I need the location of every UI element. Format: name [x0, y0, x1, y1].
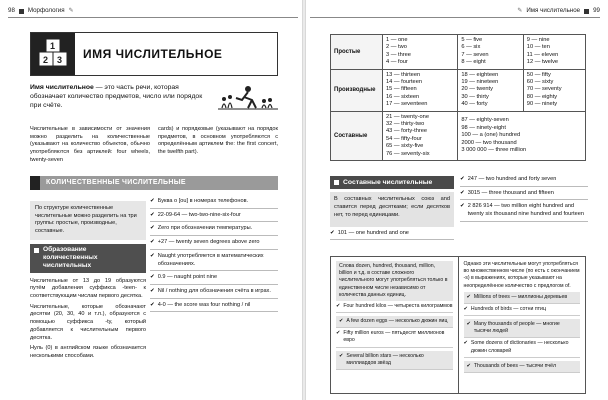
- number-entry: 6 — six: [461, 44, 481, 51]
- formation-zero-text: Нуль (0) в английском языке обозначается несколькими способами.: [30, 345, 146, 360]
- compound-section-title-text: Составные числительные: [343, 179, 433, 186]
- chapter-title: ИМЯ ЧИСЛИТЕЛЬНОЕ: [83, 46, 223, 61]
- plural-rule: Однако эти числительные могут употребляться во множественном числе (по есть с окончанием -s) в выражениях, которые указывают на неопределённое количество с предлогом of.: [463, 261, 580, 289]
- number-entry: 40 — forty: [461, 101, 488, 108]
- check-icon: ✔: [150, 211, 155, 218]
- note-item: [150, 274, 278, 285]
- compound-section: [330, 176, 454, 243]
- left-header-rule: [8, 17, 298, 18]
- check-icon: ✔: [463, 305, 468, 312]
- table-cell: [383, 69, 458, 111]
- compound-section-title: [330, 176, 454, 189]
- number-entry: 11 — eleven: [526, 51, 559, 58]
- number-entry: 43 — forty-three: [386, 128, 428, 135]
- table-cell: [523, 35, 585, 70]
- check-icon: ✔: [460, 176, 465, 182]
- square-bullet-icon: [584, 9, 589, 14]
- category-compound: Составные: [331, 111, 383, 160]
- singular-usage-column: [331, 257, 458, 393]
- number-entry: 90 — ninety: [526, 101, 558, 108]
- number-entry: 4 — four: [386, 59, 408, 66]
- check-icon: ✔: [150, 252, 155, 259]
- number-entry: 21 — twenty-one: [386, 113, 429, 120]
- left-running-head: [8, 6, 74, 16]
- category-simple: Простые: [331, 35, 383, 70]
- note-text: Буква o [ou] в номерах телефонов.: [157, 198, 249, 204]
- note-text: 4-0 — the score was four nothing / nil: [157, 301, 251, 308]
- number-entry: 3 — three: [386, 51, 411, 58]
- number-entry: 65 — sixty-five: [386, 143, 424, 150]
- example-item: [464, 319, 581, 338]
- category-derived: Производные: [331, 69, 383, 111]
- square-bullet-icon: [19, 9, 24, 14]
- note-text: Nil / nothing для обозначения счёта в играх.: [157, 288, 271, 295]
- check-icon: ✔: [336, 302, 341, 309]
- check-icon: ✔: [150, 239, 155, 246]
- classification-text-2: cards) и порядковые (указывают на порядок предметов, в основном употребляются с определённым артиклем the: the first concert, the twelfth part).: [158, 126, 278, 156]
- table-cell: [458, 35, 523, 70]
- check-icon: ✔: [336, 330, 341, 337]
- number-entry: 60 — sixty: [526, 79, 554, 86]
- pen-icon: ✎: [68, 7, 74, 14]
- compound-rule-box: [330, 192, 454, 226]
- formation-subtitle: [30, 244, 146, 273]
- section-title: КОЛИЧЕСТВЕННЫЕ ЧИСЛИТЕЛЬНЫЕ: [46, 179, 186, 187]
- compound-examples: [460, 176, 588, 225]
- number-entry: 32 — thirty-two: [386, 121, 425, 128]
- example-item: [336, 303, 453, 313]
- formation-subtitle-text: Образование количественных числительных: [43, 245, 98, 270]
- svg-text:3: 3: [57, 55, 63, 65]
- svg-text:1: 1: [50, 41, 56, 51]
- example-item: [460, 176, 588, 187]
- definition-term: Имя числительное: [30, 84, 94, 91]
- example-text: Thousands of bees — тысячи пчёл: [473, 362, 557, 369]
- check-icon: ✔: [466, 362, 471, 369]
- number-entry: 15 — fifteen: [386, 86, 417, 93]
- example-text: Fifty million euros — пятьдесят миллионов евро: [343, 330, 445, 344]
- example-text: A few dozen eggs — несколько дюжин яиц: [346, 318, 448, 325]
- example-item: [336, 351, 453, 370]
- example-text: Some dozens of dictionaries — несколько дюжин словарей: [470, 340, 569, 354]
- table-cell: [458, 111, 586, 160]
- number-entry: 87 — eighty-seven: [461, 117, 509, 124]
- number-entry: 16 — sixteen: [386, 93, 420, 100]
- right-header-rule: [310, 17, 600, 18]
- structure-text: По структуре количественные числительные можно разделить на три группы: простые, производные, составные.: [35, 205, 137, 235]
- square-bullet-icon: [34, 248, 39, 253]
- numbers-table: [330, 34, 586, 161]
- example-text: Millions of trees — миллионы деревьев: [473, 293, 568, 300]
- example-item: [464, 292, 581, 304]
- table-cell: [383, 111, 458, 160]
- number-entry: 17 — seventeen: [386, 101, 428, 108]
- note-text: 0.9 — naught point nine: [157, 274, 218, 281]
- compound-example: [330, 230, 454, 241]
- note-item: [150, 253, 278, 271]
- compound-example-text: 101 — one hundred and one: [337, 229, 409, 236]
- example-text: Many thousands of people — многие тысячи людей: [473, 321, 560, 335]
- check-icon: ✔: [466, 321, 471, 328]
- example-item: [464, 306, 581, 316]
- example-text: Several billion stars — несколько миллиардов звёзд: [346, 352, 424, 366]
- check-icon: ✔: [466, 293, 471, 300]
- number-entry: 1 — one: [386, 37, 408, 43]
- plural-usage-column: [458, 257, 586, 393]
- example-item: [336, 316, 453, 328]
- section-header: [30, 176, 278, 190]
- example-text: 2 826 914 — two million eight hundred and twenty six thousand nine hundred and fourteen: [467, 203, 584, 218]
- plural-usage-box: [330, 256, 586, 394]
- note-item: [150, 212, 278, 223]
- zero-notes-column: [150, 198, 278, 315]
- number-entry: 2000 — two thousand: [461, 139, 517, 146]
- example-item: [464, 361, 581, 373]
- example-text: Hundreds of birds — сотни птиц: [470, 305, 546, 312]
- number-entry: 50 — fifty: [526, 71, 551, 78]
- chapter-title-box: [30, 32, 278, 76]
- number-entry: 10 — ten: [526, 44, 550, 51]
- check-icon: ✔: [463, 340, 468, 347]
- number-entry: 3 000 000 — three million: [461, 146, 527, 153]
- pen-icon: ✎: [517, 7, 523, 14]
- singular-rule: Слова dozen, hundred, thousand, million, billion и т.д. в составе сложного числительного могут употребляться только в единственном числе независимо от количества данных единиц.: [336, 261, 453, 301]
- right-running-head: [517, 6, 600, 16]
- number-entry: 2 — two: [386, 44, 407, 51]
- check-icon: ✔: [330, 229, 335, 236]
- number-blocks-icon: [31, 33, 75, 75]
- number-entry: 9 — nine: [526, 37, 550, 43]
- check-icon: ✔: [460, 203, 465, 210]
- number-entry: 13 — thirteen: [386, 71, 421, 78]
- table-row: [331, 35, 586, 70]
- left-page-number: 98: [8, 6, 15, 14]
- example-item: [336, 330, 453, 347]
- check-icon: ✔: [150, 288, 155, 295]
- check-icon: ✔: [150, 301, 155, 308]
- check-icon: ✔: [339, 352, 344, 359]
- number-entry: 98 — ninety-eight: [461, 124, 506, 131]
- example-text: 3015 — three thousand and fifteen: [467, 189, 554, 196]
- structure-box: [30, 201, 146, 240]
- example-item: [460, 203, 588, 221]
- right-page-number: 99: [593, 6, 600, 14]
- table-cell: [458, 69, 523, 111]
- note-text: +27 — twenty seven degrees above zero: [157, 239, 260, 246]
- table-cell: [523, 69, 585, 111]
- note-item: [150, 288, 278, 299]
- left-running-head-title: Морфология: [27, 6, 65, 14]
- right-running-head-title: Имя числительное: [526, 6, 581, 14]
- section-marker-icon: [30, 176, 40, 190]
- formation-column: [30, 198, 146, 364]
- table-row: [331, 111, 586, 160]
- check-icon: ✔: [150, 274, 155, 281]
- number-entry: 8 — eight: [461, 59, 486, 66]
- number-entry: 18 — eighteen: [461, 71, 499, 78]
- example-item: [460, 190, 588, 201]
- square-bullet-icon: [334, 180, 339, 185]
- number-entry: 7 — seven: [461, 51, 489, 58]
- note-item: [150, 239, 278, 250]
- table-cell: [383, 35, 458, 70]
- example-text: 247 — two hundred and forty seven: [467, 176, 557, 182]
- number-entry: 76 — seventy-six: [386, 150, 430, 157]
- example-text: Four hundred kilos — четыреста килограммов: [343, 302, 453, 309]
- check-icon: ✔: [150, 225, 155, 232]
- check-icon: ✔: [150, 198, 155, 204]
- table-row: [331, 69, 586, 111]
- definition: [30, 84, 210, 111]
- compound-rule-text: В составных числительных союз and ставится перед десятками; если десятков нет, то перед единицами.: [334, 196, 450, 218]
- definition-text: — это часть речи, которая обозначает количество предметов, число или порядок при счёте.: [30, 84, 203, 109]
- left-page: [0, 0, 302, 400]
- note-item: [150, 302, 278, 313]
- number-entry: 12 — twelve: [526, 59, 559, 66]
- example-item: [464, 340, 581, 357]
- number-entry: 100 — a (one) hundred: [461, 132, 521, 139]
- number-entry: 30 — thirty: [461, 93, 489, 100]
- note-item: [150, 225, 278, 236]
- number-entry: 70 — seventy: [526, 86, 562, 93]
- note-item: [150, 198, 278, 209]
- check-icon: ✔: [339, 318, 344, 325]
- classification-text-1: Числительные в зависимости от значения можно разделить на количественные (указывают на количество объектов, обычно употребляются без артиклей: four wheels, twenty-seven: [30, 126, 150, 163]
- svg-text:2: 2: [43, 55, 49, 65]
- number-entry: 5 — five: [461, 37, 483, 43]
- note-text: Zero при обозначении температуры.: [157, 225, 253, 232]
- number-entry: 80 — eighty: [526, 93, 558, 100]
- check-icon: ✔: [460, 189, 465, 196]
- formation-teen-text: Числительные от 13 до 19 образуются путём добавления суффикса -teen- к соответствующим числам первого десятка.: [30, 277, 146, 300]
- number-entry: 20 — twenty: [461, 86, 493, 93]
- note-text: Naught употребляется в математических обозначениях.: [157, 252, 264, 267]
- note-text: 22-09-64 — two-two-nine-six-four: [157, 211, 241, 218]
- number-entry: 54 — fifty-four: [386, 135, 422, 142]
- number-entry: 14 — fourteen: [386, 79, 423, 86]
- gardener-icon: [218, 84, 278, 110]
- classification-paragraph: [30, 126, 278, 168]
- number-entry: 19 — nineteen: [461, 79, 499, 86]
- formation-ty-text: Числительные, которые обозначают десятки (20, 30, 40 и т.п.), образуются с помощью суффикса -ty, который добавляется к числительным первого десятка.: [30, 303, 146, 341]
